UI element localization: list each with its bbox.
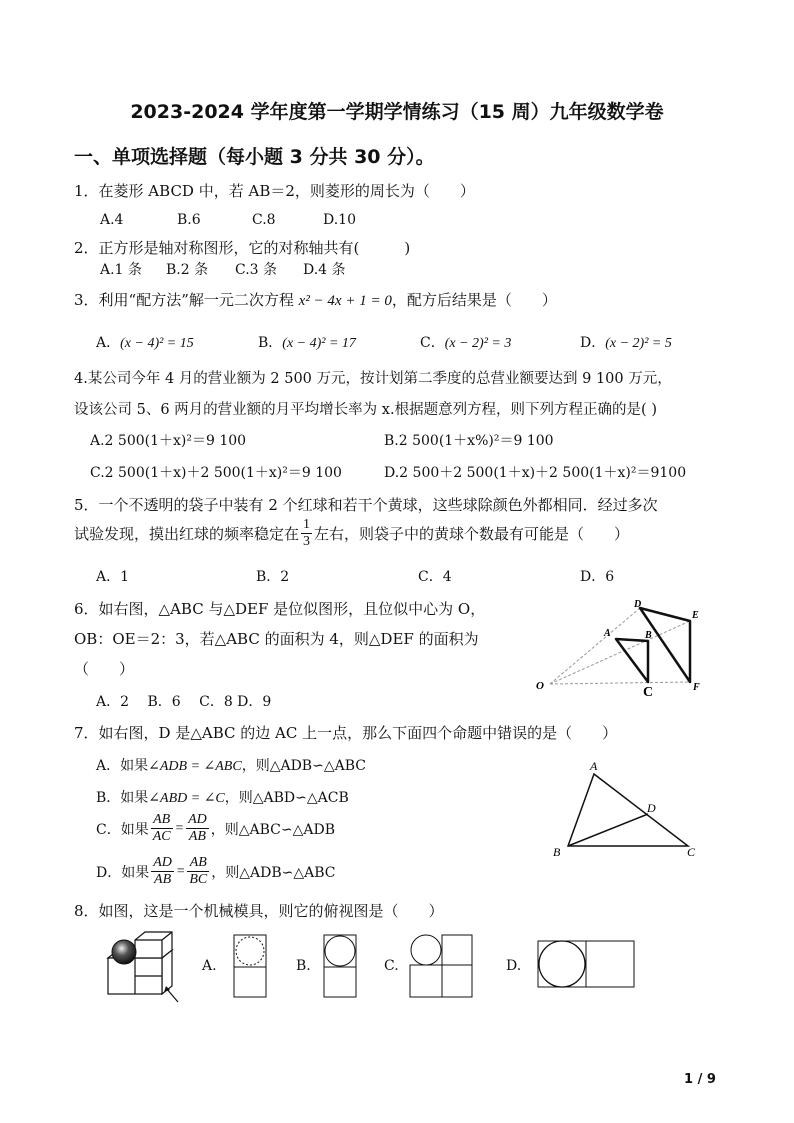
q2-option-d: D.4 条 xyxy=(303,262,346,278)
q7-option-a: A．如果∠ADB = ∠ABC，则△ADB∽△ABC xyxy=(96,758,366,774)
question-5-line1: 5．一个不透明的袋子中装有 2 个红球和若干个黄球，这些球除颜色外都相同．经过多次 xyxy=(74,496,658,514)
q4-option-b: B.2 500(1＋x%)²＝9 100 xyxy=(384,433,554,449)
q5-option-a: A．1 xyxy=(96,569,130,585)
q1-option-b: B.6 xyxy=(177,212,201,228)
question-4-line2: 设该公司 5、6 两月的营业额的月平均增长率为 x.根据题意列方程，则下列方程正确的是( ) xyxy=(74,402,657,418)
question-1-stem: 1．在菱形 ABCD 中，若 AB＝2，则菱形的周长为（ ） xyxy=(74,182,475,200)
q1-option-d: D.10 xyxy=(323,212,356,228)
q3-option-a: A．(x − 4)² = 15 xyxy=(96,335,194,351)
q2-option-a: A.1 条 xyxy=(100,262,142,278)
q8-option-d: D. xyxy=(506,958,522,974)
q8-option-c: C. xyxy=(384,958,399,974)
q5-line2-part2: 左右，则袋子中的黄球个数最有可能是（ ） xyxy=(314,525,630,543)
question-6-line2: OB：OE＝2：3，若△ABC 的面积为 4，则△DEF 的面积为 xyxy=(74,630,479,648)
q7-option-c: C．如果 $\frac{AB}{AC}$ = $\frac{AD}{AB}$ ，则△ABC∽△ADB xyxy=(96,812,335,844)
q4-option-d: D.2 500＋2 500(1＋x)＋2 500(1＋x)²＝9100 xyxy=(384,465,687,481)
q5-fraction: $\frac{1}{3}$ xyxy=(303,517,311,549)
q3-equation: x² − 4x + 1 = 0 xyxy=(298,293,392,309)
question-2-stem: 2．正方形是轴对称图形，它的对称轴共有( ) xyxy=(74,239,411,257)
q6-label-d: D xyxy=(634,599,642,610)
q1-option-a: A.4 xyxy=(100,212,124,228)
q4-option-c: C.2 500(1＋x)＋2 500(1＋x)²＝9 100 xyxy=(90,465,342,481)
q2-option-c: C.3 条 xyxy=(235,262,278,278)
q6-label-e: E xyxy=(692,610,699,621)
q5-line2-part1: 试验发现，摸出红球的频率稳定在 xyxy=(74,525,300,543)
q3-option-b: B．(x − 4)² = 17 xyxy=(258,335,356,351)
q8-mold-3d-figure xyxy=(100,928,190,1006)
section-heading: 一、单项选择题（每小题 3 分共 30 分）。 xyxy=(74,146,435,168)
q3-stem-part2: ，配方后结果是（ ） xyxy=(391,291,557,309)
q4-option-a: A.2 500(1＋x)²＝9 100 xyxy=(90,433,247,449)
q7-option-b: B．如果∠ABD = ∠C，则△ABD∽△ACB xyxy=(96,790,349,806)
q6-label-o: O xyxy=(536,680,544,692)
q3-option-d: D．(x − 2)² = 5 xyxy=(580,335,672,351)
q5-option-d: D．6 xyxy=(580,569,615,585)
exam-title: 2023-2024 学年度第一学期学情练习（15 周）九年级数学卷 xyxy=(130,101,664,123)
q8-option-b: B. xyxy=(296,958,311,974)
q7-triangle-figure xyxy=(548,760,708,860)
q6-label-f: F xyxy=(693,682,700,693)
page-number: 1 / 9 xyxy=(684,1072,716,1087)
question-8-stem: 8．如图，这是一个机械模具，则它的俯视图是（ ） xyxy=(74,902,444,920)
question-5-line2 xyxy=(74,517,629,550)
q3-stem-part1: 3．利用“配方法”解一元二次方程 xyxy=(74,291,299,309)
q8-option-a: A. xyxy=(202,958,217,974)
q6-options: A．2 B．6 C．8 D．9 xyxy=(96,694,272,710)
q6-label-c: C xyxy=(643,685,654,700)
q7-label-a: A xyxy=(590,760,598,773)
q7-label-d: D xyxy=(647,801,656,815)
question-6-line3: （ ） xyxy=(74,660,135,678)
q8-option-c-figure xyxy=(406,932,476,1000)
q6-label-b: B xyxy=(645,630,652,641)
q6-label-a: A xyxy=(604,628,611,639)
q8-option-b-figure xyxy=(320,932,360,1000)
q5-option-c: C．4 xyxy=(418,569,452,585)
question-4-line1: 4.某公司今年 4 月的营业额为 2 500 万元，按计划第二季度的总营业额要达到 9 100 万元， xyxy=(74,371,672,387)
q3-option-c: C．(x − 2)² = 3 xyxy=(420,335,512,351)
question-6-line1: 6．如右图，△ABC 与△DEF 是位似图形，且位似中心为 O， xyxy=(74,600,486,618)
q5-option-b: B．2 xyxy=(256,569,290,585)
q1-option-c: C.8 xyxy=(252,212,276,228)
q6-homothety-figure xyxy=(530,596,720,700)
q7-option-d: D．如果 $\frac{AD}{AB}$ = $\frac{AB}{BC}$ ，则△ADB∽△ABC xyxy=(96,855,336,887)
q2-option-b: B.2 条 xyxy=(166,262,209,278)
q7-label-c: C xyxy=(687,845,696,859)
q8-option-a-figure xyxy=(230,932,270,1000)
question-7-stem: 7．如右图，D 是△ABC 的边 AC 上一点，那么下面四个命题中错误的是（ ） xyxy=(74,724,618,742)
question-3-stem xyxy=(74,289,557,310)
q8-option-d-figure xyxy=(536,938,638,990)
q7-label-b: B xyxy=(553,845,561,859)
